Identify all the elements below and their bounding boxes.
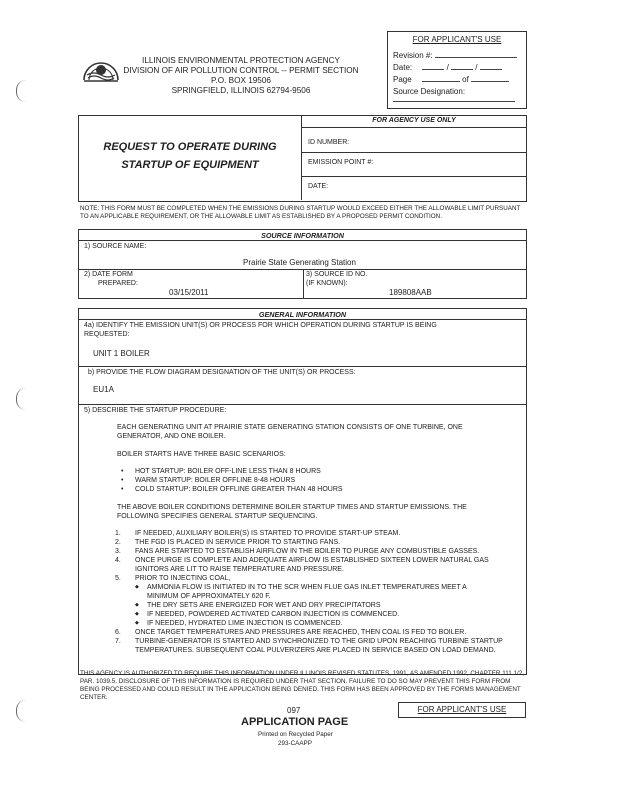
step-text: ONCE PURGE IS COMPLETE AND ADEQUATE AIRFLOW IS ESTABLISHED SIXTEEN LOWER NATURAL GAS IGNITORS ARE LIT TO RAISE TEMPERATURE AND PRESSURE.: [135, 557, 489, 573]
bullet-icon: •: [121, 486, 124, 493]
form-code: 293-CAAPP: [278, 740, 312, 747]
startup-substep: [135, 583, 499, 601]
scenario-text: WARM STARTUP: BOILER OFFLINE 8-48 HOURS: [135, 477, 296, 484]
page-number-field[interactable]: [422, 81, 460, 82]
step-number: 4.: [115, 557, 121, 564]
diamond-bullet-icon: ◆: [135, 584, 139, 590]
scenario-item: [121, 485, 517, 494]
scenario-list: [121, 467, 517, 494]
scenario-text: COLD STARTUP: BOILER OFFLINE GREATER THAN 48 HOURS: [135, 486, 343, 493]
startup-substep: [135, 619, 499, 628]
form-title-line2: STARTUP OF EQUIPMENT: [121, 159, 259, 171]
date-day-field[interactable]: [451, 69, 473, 70]
form-title-line1: REQUEST TO OPERATE DURING: [103, 141, 277, 153]
applicant-use-footer-box: [398, 702, 526, 718]
source-name-value[interactable]: Prairie State Generating Station: [243, 258, 356, 267]
applicant-use-title: FOR APPLICANT'S USE: [412, 35, 502, 44]
startup-step: [115, 637, 523, 655]
illinois-epa-logo: [82, 52, 120, 84]
page-total-field[interactable]: [471, 81, 509, 82]
agency-division: DIVISION OF AIR POLLUTION CONTROL -- PERMIT SECTION: [123, 66, 359, 75]
step-text: PRIOR TO INJECTING COAL,: [135, 575, 231, 582]
date-row: [393, 63, 526, 73]
substep-text: IF NEEDED, HYDRATED LIME INJECTION IS COMMENCED.: [147, 620, 343, 627]
step-number: 1.: [115, 530, 121, 537]
step-text: THE FGD IS PLACED IN SERVICE PRIOR TO STARTING FANS.: [135, 539, 341, 546]
startup-step: [115, 547, 523, 556]
startup-step: [115, 556, 523, 574]
page-number: 097: [287, 706, 301, 715]
divider: [79, 319, 526, 320]
general-information-section: [78, 308, 527, 675]
agency-use-title: FOR AGENCY USE ONLY: [302, 116, 526, 128]
agency-city: SPRINGFIELD, ILLINOIS 62794-9506: [171, 86, 311, 95]
step-number: 5.: [115, 575, 121, 582]
general-info-header: GENERAL INFORMATION: [258, 310, 347, 319]
source-info-header: SOURCE INFORMATION: [261, 231, 344, 240]
startup-steps-after: [115, 628, 517, 655]
form-note: NOTE: THIS FORM MUST BE COMPLETED WHEN THE EMISSIONS DURING STARTUP WOULD EXCEED EITHER THE ALLOWABLE LIMIT PURSUANT TO AN APPLICABLE REQUIREMENT, OR THE ALLOWABLE LIMIT AS ESTABLISHED BY A PROPOSED PERMIT CONDITION.: [80, 205, 521, 220]
diamond-bullet-icon: ◆: [135, 602, 139, 608]
agency-address: [122, 56, 360, 96]
revision-row: [393, 51, 526, 61]
source-id-label: [306, 270, 367, 288]
emission-point-label: EMISSION POINT #:: [308, 159, 374, 166]
step-text: TURBINE-GENERATOR IS STARTED AND SYNCHRONIZED TO THE GRID UPON REACHING TURBINE STARTUP TEMPERATURES. SUBSEQUENT COAL PULVERIZERS ARE PLACED IN SERVICE BASED ON LOAD DEMAND.: [135, 638, 503, 654]
date-prepared-label-line1: 2) DATE FORM: [84, 271, 133, 278]
bullet-icon: •: [121, 468, 124, 475]
page-label: Page: [393, 75, 412, 84]
step-number: 2.: [115, 539, 121, 546]
divider: [79, 366, 526, 367]
diamond-bullet-icon: ◆: [135, 620, 139, 626]
agency-po-box: P.O. BOX 19506: [211, 76, 271, 85]
substep-text: IF NEEDED, POWDERED ACTIVATED CARBON INJECTION IS COMMENCED.: [147, 611, 400, 618]
divider: [302, 176, 526, 177]
step-text: IF NEEDED, AUXILIARY BOILER(S) IS STARTED TO PROVIDE START-UP STEAM.: [135, 530, 401, 537]
divider: [302, 152, 526, 153]
startup-substep: [135, 601, 499, 610]
revision-label: Revision #:: [393, 51, 433, 60]
startup-substep: [135, 610, 499, 619]
source-name-label: 1) SOURCE NAME:: [84, 243, 147, 250]
binder-hole-mark: [16, 388, 27, 410]
startup-procedure-description[interactable]: [117, 423, 517, 655]
emission-unit-value[interactable]: UNIT 1 BOILER: [93, 349, 150, 358]
scenario-item: [121, 467, 517, 476]
source-id-label-line1: 3) SOURCE ID NO.: [306, 271, 368, 278]
startup-step: [115, 538, 523, 547]
applicant-use-box: [387, 31, 527, 109]
divider: [79, 404, 526, 405]
id-number-label: ID NUMBER:: [308, 139, 350, 146]
substep-text: AMMONIA FLOW IS INITIATED IN TO THE SCR WHEN FLUE GAS INLET TEMPERATURES MEET A MINIMUM OF APPROXIMATELY 620 F.: [147, 584, 467, 600]
authority-statement: THIS AGENCY IS AUTHORIZED TO REQUIRE THIS INFORMATION UNDER ILLINOIS REVISED STATUTES, 1991, AS AMENDED 1992, CHAPTER 111 1/2, PAR. 1039.5. DISCLOSURE OF THIS INFORMATION IS REQUIRED UNDER THAT SECTION. FAILURE TO DO SO MAY PREVENT THIS FORM FROM BEING PROCESSED AND COULD RESULT IN THE APPLICATION BEING DENIED. THIS FORM HAS BEEN APPROVED BY THE FORMS MANAGEMENT CENTER.: [80, 670, 525, 701]
source-information-section: [78, 229, 527, 299]
emission-unit-question: 4a) IDENTIFY THE EMISSION UNIT(S) OR PROCESS FOR WHICH OPERATION DURING STARTUP IS BEING REQUESTED:: [84, 322, 437, 338]
form-title: [79, 138, 301, 174]
divider: [79, 240, 526, 241]
applicant-use-footer-label: FOR APPLICANT'S USE: [417, 705, 507, 714]
source-designation-label: Source Designation:: [393, 87, 466, 96]
source-id-label-line2: (IF KNOWN):: [306, 280, 348, 287]
startup-step: [115, 574, 523, 583]
startup-substeps: [135, 583, 517, 628]
divider: [303, 269, 304, 298]
page-of-label: of: [462, 75, 469, 84]
application-page-label: APPLICATION PAGE: [241, 716, 349, 728]
bullet-icon: •: [121, 477, 124, 484]
flow-diagram-value[interactable]: EU1A: [93, 385, 114, 394]
substep-text: THE DRY SETS ARE ENERGIZED FOR WET AND DRY PRECIPITATORS: [147, 602, 381, 609]
title-block: [78, 115, 527, 202]
diamond-bullet-icon: ◆: [135, 611, 139, 617]
paragraph-sequencing: THE ABOVE BOILER CONDITIONS DETERMINE BOILER STARTUP TIMES AND STARTUP EMISSIONS. THE FOLLOWING SPECIFIES GENERAL STARTUP SEQUENCING.: [117, 504, 467, 520]
source-designation-row: [393, 87, 526, 97]
agency-use-section: [301, 116, 526, 200]
source-designation-field[interactable]: [393, 101, 515, 102]
step-number: 7.: [115, 638, 121, 645]
date-prepared-label-line2: PREPARED:: [98, 280, 138, 287]
date-label-agency: DATE:: [308, 183, 329, 190]
source-id-value[interactable]: 189808AAB: [389, 288, 432, 297]
paragraph-scenarios-intro: BOILER STARTS HAVE THREE BASIC SCENARIOS:: [117, 451, 286, 458]
agency-name: ILLINOIS ENVIRONMENTAL PROTECTION AGENCY: [142, 56, 340, 65]
revision-field[interactable]: [435, 57, 517, 58]
date-label: Date:: [393, 63, 413, 72]
date-separator: /: [475, 63, 478, 72]
startup-steps: [115, 529, 517, 583]
date-year-field[interactable]: [480, 69, 502, 70]
flow-diagram-question: b) PROVIDE THE FLOW DIAGRAM DESIGNATION OF THE UNIT(S) OR PROCESS:: [88, 369, 356, 376]
paragraph-generating-unit: EACH GENERATING UNIT AT PRAIRIE STATE GENERATING STATION CONSISTS OF ONE TURBINE, ONE GENERATOR, AND ONE BOILER.: [117, 424, 463, 440]
startup-step: [115, 529, 523, 538]
page-row: [393, 75, 526, 85]
date-separator: /: [446, 63, 449, 72]
date-prepared-label: [84, 270, 138, 288]
scenario-item: [121, 476, 517, 485]
step-number: 3.: [115, 548, 121, 555]
step-text: FANS ARE STARTED TO ESTABLISH AIRFLOW IN THE BOILER TO PURGE ANY COMBUSTIBLE GASSES.: [135, 548, 480, 555]
startup-step: [115, 628, 523, 637]
scenario-text: HOT STARTUP: BOILER OFF-LINE LESS THAN 8 HOURS: [135, 468, 321, 475]
binder-hole-mark: [16, 700, 27, 722]
date-month-field[interactable]: [422, 69, 444, 70]
recycled-paper-note: Printed on Recycled Paper: [258, 731, 333, 738]
step-number: 6.: [115, 629, 121, 636]
date-prepared-value[interactable]: 03/15/2011: [169, 288, 209, 297]
startup-procedure-question: 5) DESCRIBE THE STARTUP PROCEDURE:: [84, 407, 227, 414]
binder-hole-mark: [16, 80, 27, 102]
step-text: ONCE TARGET TEMPERATURES AND PRESSURES ARE REACHED, THEN COAL IS FED TO BOILER.: [135, 629, 467, 636]
